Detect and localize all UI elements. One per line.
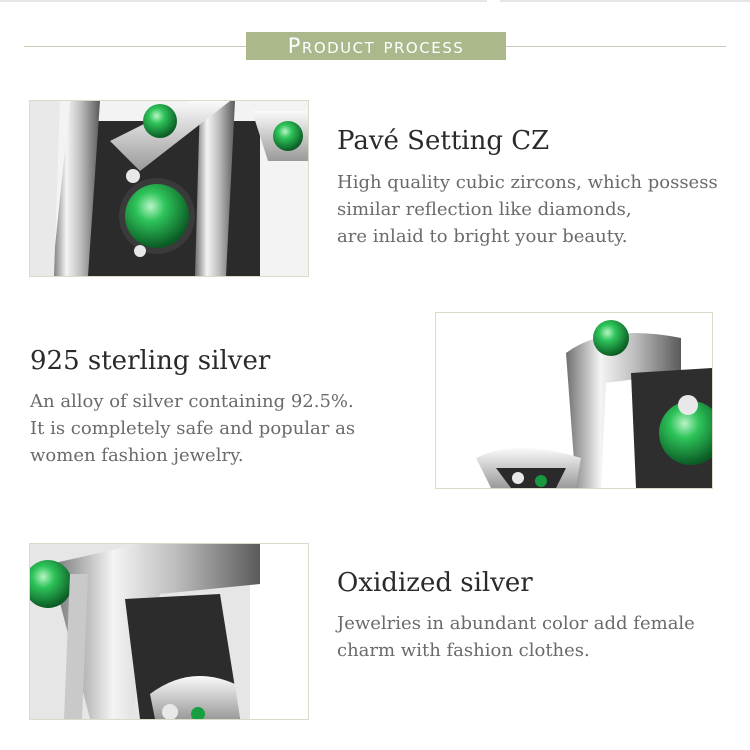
header-rule-left — [24, 46, 246, 47]
top-border — [0, 0, 750, 2]
feature-title-silver: 925 sterling silver — [30, 346, 271, 376]
header-rule-right — [506, 46, 726, 47]
sterling-silver-photo — [435, 312, 713, 489]
oxidized-silver-photo — [29, 543, 309, 720]
feature-desc-silver — [30, 388, 355, 469]
feature-title-oxidized: Oxidized silver — [337, 568, 533, 598]
section-banner: Product process — [246, 32, 506, 60]
desc-line: An alloy of silver containing 92.5%. — [30, 391, 354, 412]
feature-desc-oxidized — [337, 610, 695, 664]
desc-line: High quality cubic zircons, which possess — [337, 172, 718, 193]
feature-title-pave: Pavé Setting CZ — [337, 126, 550, 156]
desc-line: similar reflection like diamonds, — [337, 199, 632, 220]
desc-line: are inlaid to bright your beauty. — [337, 226, 628, 247]
desc-line: charm with fashion clothes. — [337, 640, 590, 661]
top-border-gap — [487, 0, 500, 3]
feature-desc-pave — [337, 169, 718, 250]
desc-line: It is completely safe and popular as — [30, 418, 356, 439]
desc-line: Jewelries in abundant color add female — [337, 613, 695, 634]
desc-line: women fashion jewelry. — [30, 445, 244, 466]
pave-setting-photo — [29, 100, 309, 277]
